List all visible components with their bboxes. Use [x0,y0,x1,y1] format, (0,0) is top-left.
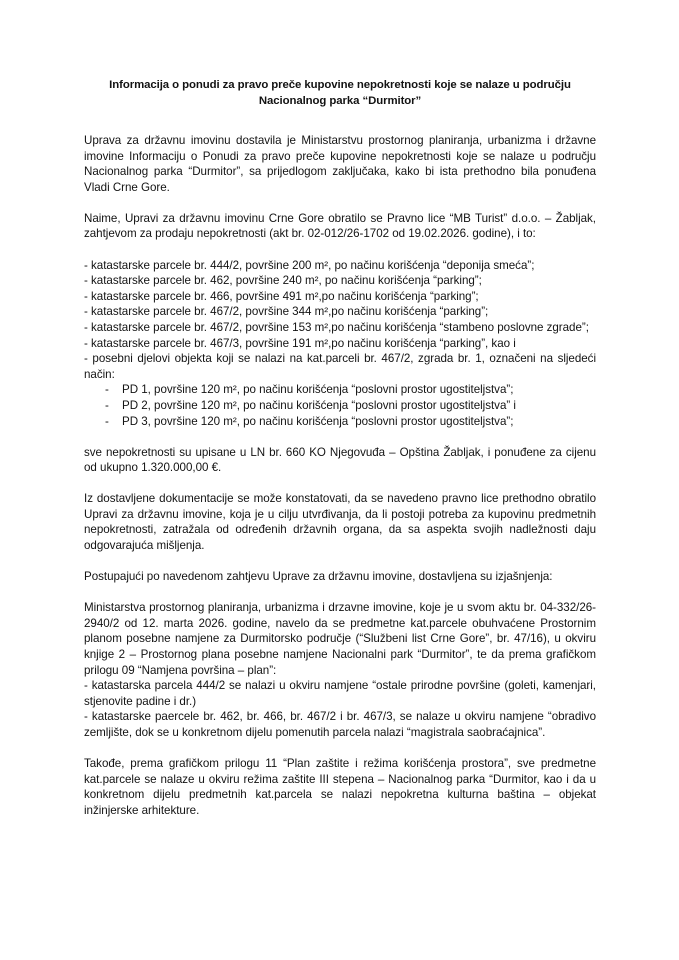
paragraph-protection-regime: Takođe, prema grafičkom prilogu 11 “Plan zaštite i režima korišćenja prostora”, sve predmetne kat.parcele se nalaze u okviru režima zaštite III stepena – Nacionalnog parka “Durmitor, kao i da u konkretnom dijelu predmetnih kat.parcela se nalazi nepokretna kulturna baština – objekat inžinjerske arhitekture. [84,757,596,817]
purpose-list [84,678,596,740]
spacer [84,242,596,258]
list-bullet-dash: - [105,383,109,397]
document-content [84,78,596,818]
pd-unit-list [84,382,596,429]
list-item: - katastarske parcele br. 467/3, površine 191 m²,po načinu korišćenja “parking”, kao i [84,336,516,350]
spacer [84,109,596,133]
paragraph-request: Naime, Upravi za državnu imovinu Crne Gore obratilo se Pravno lice “MB Turist” d.o.o. – Žabljak, zahtjevom za prodaju nepokretnosti (akt br. 02-012/26-1702 od 19.02.2026. godine), i to: [84,211,596,241]
spacer [84,195,596,211]
list-item: - katastarske parcele br. 467/2, površine 344 m²,po načinu korišćenja “parking”; [84,305,489,319]
list-item: - katastarske parcele br. 466, površine 491 m²,po načinu korišćenja “parking”; [84,289,479,303]
paragraph-price: sve nepokretnosti su upisane u LN br. 660 KO Njegovuđa – Opština Žabljak, i ponuđene za cijenu od ukupno 1.320.000,00 €. [84,445,596,475]
list-item-label: PD 2, površine 120 m², po načinu korišćenja “poslovni prostor ugostiteljstva” i [122,398,516,412]
parcel-list [84,258,596,383]
paragraph-ministry: Ministarstva prostornog planiranja, urbanizma i drzavne imovine, koje je u svom aktu br. 04-332/26-2940/2 od 12. marta 2026. godine, navelo da se predmetne kat.parcele obuhvaćene Prostornim planom posebne namjene za Durmitorsko područje (“Službeni list Crne Gore”, br. 47/16), u okviru knjige 2 – Prostornog plana posebne namjene Nacionalni park “Durmitor”, te da prema grafičkom prilogu 09 “Namjena površina – plan”: [84,601,596,677]
list-item: - posebni djelovi objekta koji se nalazi na kat.parceli br. 467/2, zgrada br. 1, označeni na sljedeći način: [84,352,596,381]
list-item [84,382,596,398]
spacer [84,554,596,570]
list-bullet-dash: - [105,414,109,428]
paragraph-intro: Uprava za državnu imovinu dostavila je Ministarstvu prostornog planiranja, urbanizma i državne imovine Informaciju o Ponudi za pravo preče kupovine nepokretnosti koje se nalaze u području Nacionalnog parka “Durmitor”, sa prijedlogom zaključaka, kako bi ista prethodno bila ponuđena Vladi Crne Gore. [84,134,596,194]
list-item-label: PD 3, površine 120 m², po načinu korišćenja “poslovni prostor ugostiteljstva”; [122,414,514,428]
page-title-line-2: području Nacionalnog parka “Durmitor” [258,79,571,107]
spacer [84,476,596,492]
list-item [84,398,596,414]
paragraph-documentation: Iz dostavljene dokumentacije se može konstatovati, da se navedeno pravno lice prethodno obratilo Upravi za državnu imovine, koja je u cilju utvrđivanja, da li postoji potreba za kupovinu predmetnih nepokretnosti, zatražala od određenih državnih organa, da sa aspekta svojih nadležnosti daju odgovarajuća mišljenja. [84,492,596,553]
spacer [84,585,596,601]
list-item: - katastarske parcele br. 444/2, površine 200 m², po načinu korišćenja “deponija smeća”; [84,258,535,272]
list-bullet-dash: - [105,398,109,412]
page-title [84,78,596,109]
list-item-label: PD 1, površine 120 m², po načinu korišćenja “poslovni prostor ugostiteljstva”; [122,383,514,397]
spacer [84,429,596,445]
list-item: - katastarska parcela 444/2 se nalazi u okviru namjene “ostale prirodne površine (goleti, kamenjari, stjenovite padine i dr.) [84,679,596,708]
page-title-line-1: Informacija o ponudi za pravo preče kupovine nepokretnosti koje se nalaze u [109,79,520,91]
spacer [84,741,596,757]
list-item: - katastarske paercele br. 462, br. 466, br. 467/2 i br. 467/3, se nalaze u okviru namjene “obradivo zemljište, dok se u konkretnom dijelu pomenutih parcela nalazi “magistrala saobraćajnica”. [84,710,596,739]
list-item [84,414,596,430]
paragraph-statements: Postupajući po navedenom zahtjevu Uprave za državnu imovine, dostavljena su izjašnjenja: [84,570,553,584]
list-item: - katastarske parcele br. 467/2, površine 153 m²,po načinu korišćenja “stambeno poslovne zgrade”; [84,320,589,334]
list-item: - katastarske parcele br. 462, površine 240 m², po načinu korišćenja “parking”; [84,274,482,288]
